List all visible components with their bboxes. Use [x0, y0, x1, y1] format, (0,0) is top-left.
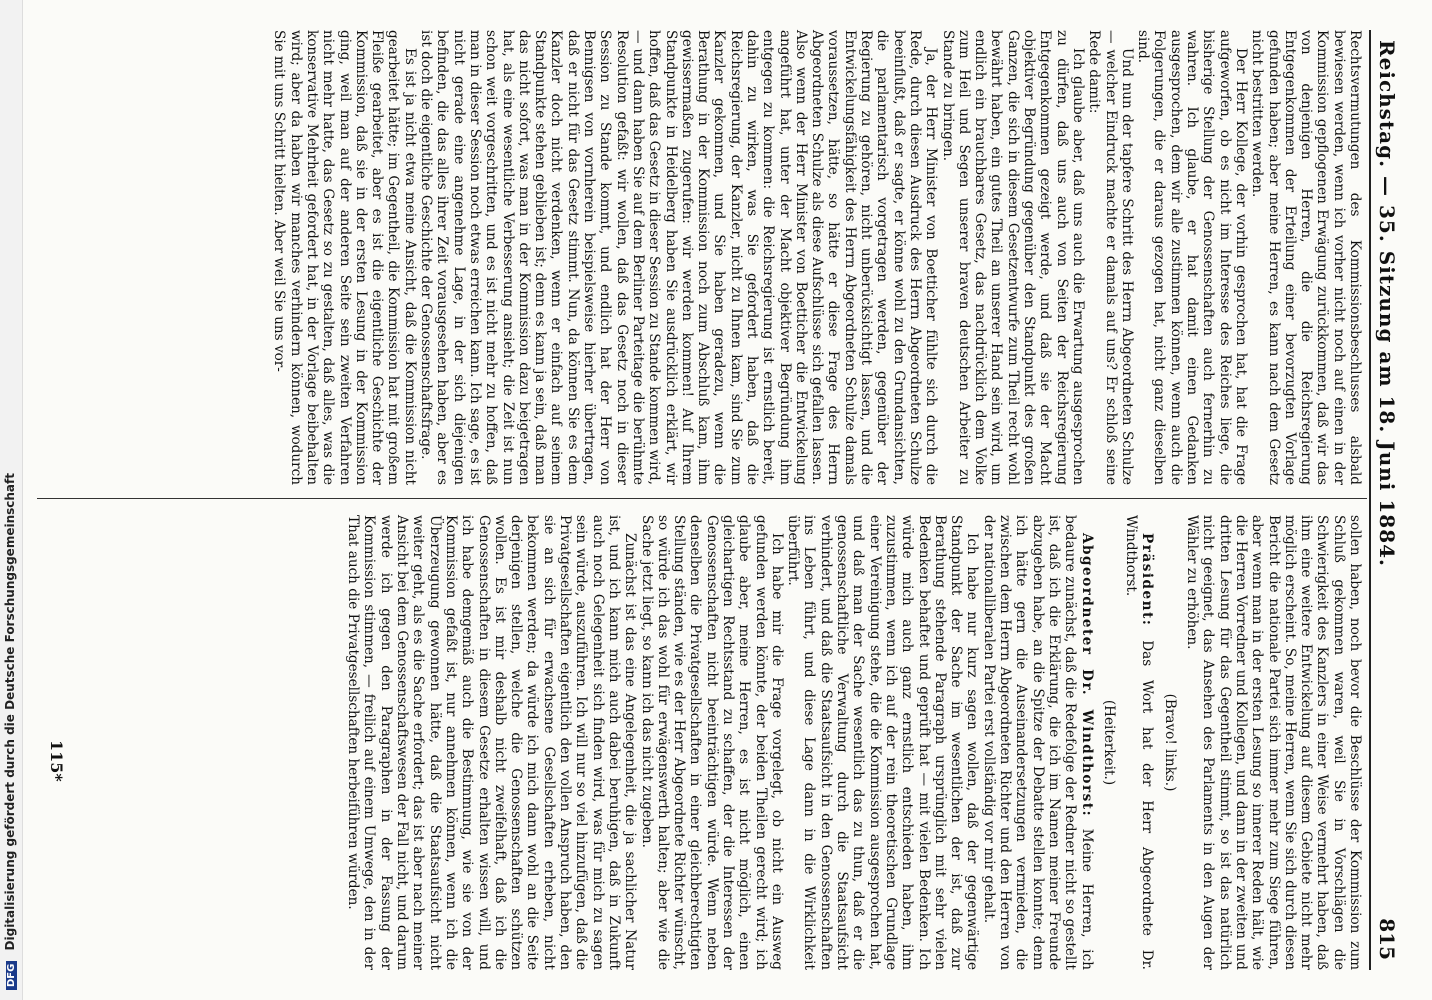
statement-text: Meine Herren, ich bedaure zunächst, daß die Redefolge der Redner nicht so gestellt ist, daß ich die Erklärung, die ich im Namen meiner Freunde abzugeben habe, an die Spitze der Debatte stellen konnte; denn ich hätte gern die Auseinandersetzungen vermieden, die zwischen dem Herrn Abgeordneten Richter und den Herren von der nationalliberalen Partei erst vollständig vor mir gehalt. — [980, 515, 1095, 970]
credit-text: Digitalisierung gefördert durch die Deutsche Forschungsgemeinschaft — [3, 473, 17, 951]
president-statement — [1123, 515, 1156, 970]
paragraph: sollen haben, noch bevor die Beschlüsse der Kommission zum Schluß gekommen waren, weil Sie in Vorschlägen die Schwierigkeit des Kanzlers in einer Weise vermehrt haben, daß ihm eine weitere Entwickelung auf diesem Gebiete nicht mehr möglich erscheint. So, meine Herren, wenn Sie sich durch diesen Bericht die nationale Partei sich immer mehr zum Siege führen, aber wenn man in der ersten Lesung so innerer Reden hält, wie die Herren Vorredner und Kollegen, und dann in der zweiten und dritten Lesung für das Gegentheil stimmt, so ist das natürlich nicht geeignet, das Ansehen des Parlaments in den Augen der Wähler zu erhöhen. — [1184, 515, 1363, 970]
paragraph: Der Herr Kollege, der vorhin gesprochen hat, hat die Frage aufgeworfen, ob es nicht im Interesse des Reiches liege, die bisherige Stellung der Genossenschaften auch fernerhin zu wahren. Ich glaube, er hat damit einen Gedanken ausgesprochen, dem wir alle zustimmen können, wenn auch die Folgerungen, die er daraus gezogen hat, nicht ganz dieselben sind. — [1135, 30, 1249, 485]
laughter-note: (Heiterkeit.) — [1100, 699, 1117, 786]
paragraph: Ich glaube aber, daß uns auch die Erwartung ausgesprochen zu dürfen, daß uns auch von Seiten der Reichsregierung Entgegenkommen gezeigt werde, und daß sie der Macht objektiver Begründung gegenüber den Standpunkt des großen Ganzen, die sich in diesem Gesetzentwurfe zum Theil recht wohl bewährt haben, ein gutes Theil an unserer Hand sein wird, um endlich ein brauchbares Gesetz, das nachdrücklich dem Volke zum Heil und Segen unserer braven deutschen Arbeiter zu Stande zu bringen. — [939, 30, 1086, 485]
paragraph: Rechtsvermutungen des Kommissionsbeschlusses alsbald bewiesen werden, wenn ich vorher nicht noch auf einen in der Kommission gepflogenen Erwägung zurückkommen, daß wir das von denjenigen Herren, die die Reichsregierung Entgegenkommen der Erteilung einer bevorzugten Vorlage gefunden haben; aber meine Herren, es kann nach dem Gesetz nicht bestritten werden. — [1249, 30, 1363, 485]
header-rule — [1369, 30, 1371, 970]
running-head: Reichstag. — 35. Sitzung am 18. Juni 1884. — [1375, 40, 1399, 567]
paragraph: Zunächst ist das eine Angelegenheit, die ja sachlicher Natur ist, und ich kann mich auch dabei beruhigen, daß in Zukunft auch noch Gelegenheit sich finden wird, was für mich zu sagen sein würde, auszuführen. Ich will nur so viel hinzufügen, daß die Privatgesellschaften eigentlich den vollen Anspruch haben, den sie an sich für erwachsene Gesellschaften erheben, nicht bekommen werden; da würde ich mich dann wohl an die Seite derjenigen stellen, welche die Genossenschaften schützen wollen. Es ist mir deshalb nicht zweifelhaft, daß ich die Genossenschaften in diesem Gesetze erhalten wissen will, und ich habe demgemäß auch die Bestimmung, wie sie von der Kommission gefaßt ist, nur annehmen können, wenn ich die Überzeugung gewonnen hätte, daß die Staatsaufsicht nicht weiter geht, als es die Sache erfordert; das ist aber nach meiner Ansicht bei dem Genossenschaftswesen der Fall nicht, und darum werde ich gegen den Paragraphen in der Fassung der Kommission stimmen, — freilich auf einem Umwege, den in der That auch die Privatgesellschaften herbeiführen würden. — [345, 515, 639, 970]
paragraph: Ich habe mir die Frage vorgelegt, ob nicht ein Ausweg gefunden werden könnte, der beiden Theilen gerecht wird; ich glaube aber, meine Herren, es ist nicht möglich, einen gleichartigen Rechtsstand zu schaffen, der die Interessen der Genossenschaften nicht beeinträchtigen würde. Wenn neben denselben die Privatgesellschaften in einer gleichberechtigten Stellung ständen, wie es der Herr Abgeordnete Richter wünscht, so würde ich das wohl für erwägenswerth halten; aber wie die Sache jetzt liegt, so kann ich das nicht zugeben. — [638, 515, 785, 970]
speaker-name: Präsident: — [1139, 533, 1156, 627]
windthorst-statement — [980, 515, 1094, 970]
column-divider — [37, 498, 1367, 499]
rotated-page — [6, 0, 1411, 1000]
statement-text: Das Wort hat der Herr Abgeordnete Dr. Windthorst. — [1123, 515, 1156, 970]
page-header — [1373, 40, 1403, 960]
dfg-logo: DFG — [6, 961, 17, 990]
paragraph: Es ist ja nicht etwa meine Ansicht, daß die Kommission nicht gearbeitet hätte; im Gegentheil, die Kommission hat mit großem Fleiße gearbeitet, aber es ist die eigentliche Geschichte der Kommission, daß sie in der ersten Lesung in der Kommission ging, weil man auf der anderen Seite sein zweiten Verfahren nicht mehr hatte, das Gesetz so zu gestalten, daß alles, was die konservative Mehrheit gefordert hat, in der Vorlage beibehalten wird; aber da haben wir manches verhindern können, wodurch Sie mit uns Schritt hielten. Aber weil Sie uns vor- — [271, 30, 418, 485]
paragraph: Ich habe nur kurz sagen wollen, daß der gegenwärtige Standpunkt der Sache im wesentlichen der ist, daß zur Berathung stehende Paragraph ursprünglich mit sehr vielen Bedenken behaftet und geprüft hat — mit vielen Bedenken. Ich würde mich auch ganz ernstlich entschieden haben, ihm zuzustimmen, wenn ich auf der rein theoretischen Grundlage einer Vereinigung stehe, die die Kommission ausgesprochen hat, und daß man der Sache wesentlich das zu thun, daß er die genossenschaftliche Verwaltung durch die Staatsaufsicht verhindert, und daß die Staatsaufsicht in den Genossenschaften ins Leben führt, und diese Lage dann in die Wirklichkeit überführt. — [785, 515, 981, 970]
paragraph: Und nun der tapfere Schritt des Herrn Abgeordneten Schulze — welcher Eindruck machte er damals auf uns? Er schloß seine Rede damit: — [1086, 30, 1135, 485]
digitization-credit-strip — [0, 0, 23, 1000]
paragraph: Ja, der Herr Minister von Boetticher fühlte sich durch die Rede, durch diesen Ausdruck des Herrn Abgeordneten Schulze beeinflußt, daß er sagte, er könne wohl zu den Grundansichten, die parlamentarisch vorgetragen werden, gegenüber der Regierung zu gehören, nicht unberücksichtigt lassen, und die Entwickelungsfähigkeit des Herrn Abgeordneten Schulze damals voraussetzen, hätte, so hätte er diese Frage des Herrn Abgeordneten Schulze als diese Aufschlüsse sich gefallen lassen. Also wenn der Herr Minister von Boetticher die Entwickelung angeführt hat, unter der Macht objektiver Begründung ihm entgegen zu kommen: die Reichsregierung ist ernstlich bereit, dahin zu wirken, was Sie gefordert haben, daß die Reichsregierung, der Kanzler, nicht zu Ihnen kam, sind Sie zum Kanzler gekommen, und Sie haben geradezu, wenn die Berathung in der Kommission noch zum Abschluß kam, ihm gewissermaßen zugerufen: wir werden kommen! Auf Ihrem Standpunkte in Heidelberg haben Sie ausdrücklich erklärt, wir hoffen, daß das Gesetz in dieser Session zu Stande kommen wird, — und dann haben Sie auf dem Berliner Parteitage die berühmte Resolution gefaßt: wir wollen, daß das Gesetz noch in dieser Session zu Stande kommt, und endlich hat der Herr von Bennigsen von vornherein beispielsweise hierher übertragen, daß er nicht für das Gesetz stimmt. Nun, da können Sie es dem Kanzler doch nicht verdenken, wenn er einfach auf seinem Standpunkte stehen geblieben ist; denn es kann ja sein, daß man das nicht sofort, was man in der Kommission dazu beigetragen hat, als eine wesentliche Verbesserung ansieht; die Zeit ist nun schon weit vorgeschritten, und es ist nicht mehr zu hoffen, daß man in dieser Session noch etwas erreichen kann. Ich sage, es ist nicht gerade eine angenehme Lage, in der sich diejenigen befinden, die das alles ihrer Zeit vorausgesehen haben, aber es ist doch die eigentliche Geschichte der Genossenschaftsfrage. — [418, 30, 940, 485]
right-column — [345, 515, 1363, 970]
left-column — [271, 30, 1363, 485]
speaker-name: Abgeordneter Dr. Windthorst: — [1078, 533, 1095, 818]
page-number: 815 — [1375, 918, 1399, 960]
signature-mark: 115* — [47, 740, 66, 782]
applause-note: (Bravo! links.) — [1161, 693, 1178, 792]
credit-text-line — [3, 10, 17, 990]
